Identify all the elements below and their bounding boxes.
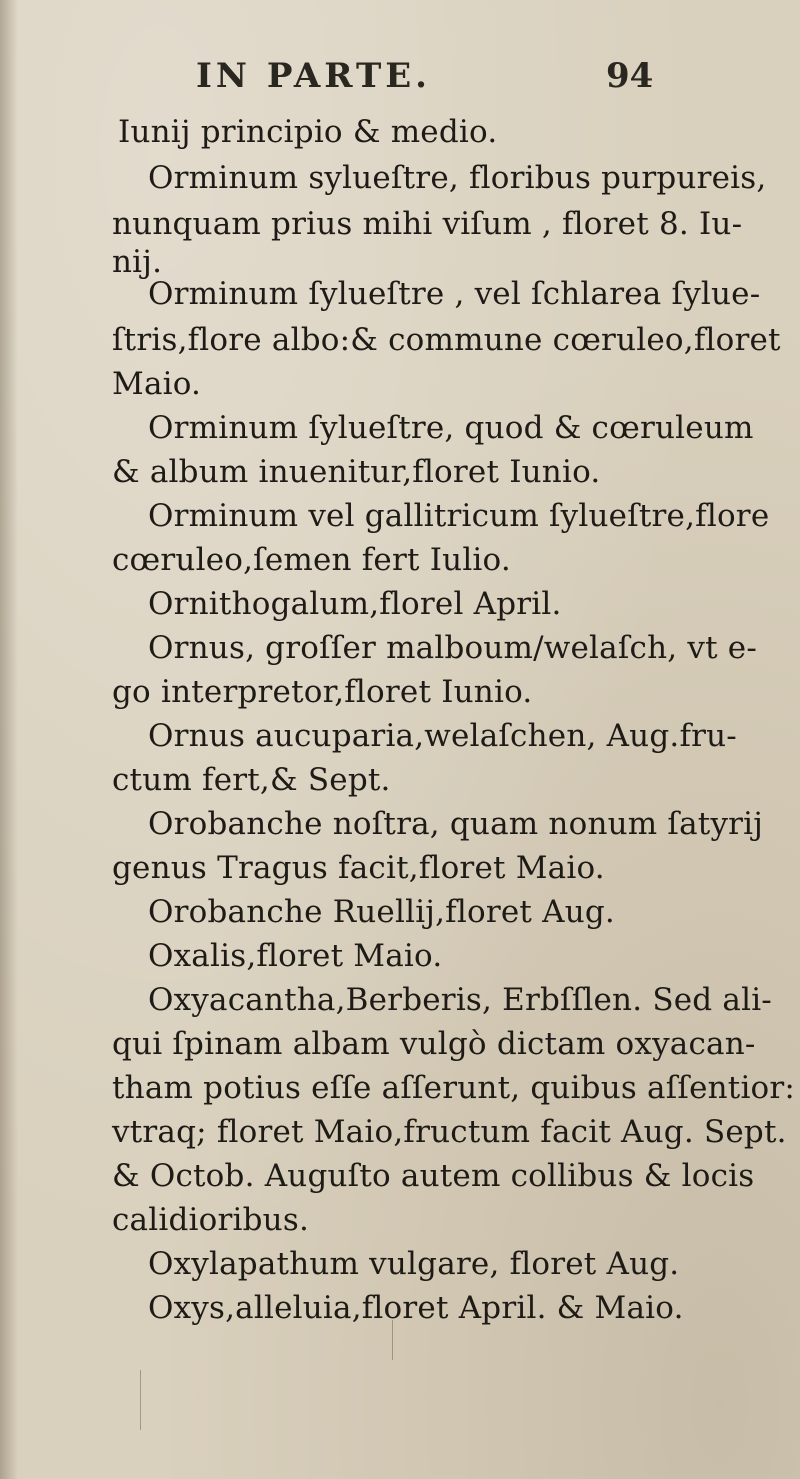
text-line: qui ſpinam albam vulgò dictam oxyacan- — [112, 1026, 756, 1062]
text-line: Orminum ſylueſtre, quod & cœruleum — [148, 410, 754, 446]
text-line: Oxys,alleluia,floret April. & Maio. — [148, 1290, 684, 1326]
ink-stroke-mark — [140, 1370, 141, 1430]
text-line: Ornus, groſſer malboum/welaſch, vt e- — [148, 630, 758, 666]
text-line: vtraq; floret Maio,fructum facit Aug. Sept. — [112, 1114, 787, 1150]
text-line: Ornus aucuparia,welaſchen, Aug.fru- — [148, 718, 737, 754]
text-line: genus Tragus facit,floret Maio. — [112, 850, 605, 886]
text-line: Orminum ſylueſtre , vel ſchlarea ſylue- — [148, 276, 761, 312]
text-line: Orminum sylueſtre, floribus purpureis, — [148, 160, 767, 196]
page-header — [0, 56, 800, 106]
text-line: Orobanche noſtra, quam nonum ſatyrij — [148, 806, 764, 842]
text-line: nunquam prius mihi viſum , floret 8. Iu- — [112, 206, 743, 242]
text-line: tham potius eſſe aſſerunt, quibus aſſentior: — [112, 1070, 796, 1106]
text-line: Oxylapathum vulgare, floret Aug. — [148, 1246, 680, 1282]
text-line: go interpretor,floret Iunio. — [112, 674, 533, 710]
text-line: ctum fert,& Sept. — [112, 762, 391, 798]
text-line: cœruleo,ſemen fert Iulio. — [112, 542, 511, 578]
text-line: calidioribus. — [112, 1202, 310, 1238]
text-line: Ornithogalum,florel April. — [148, 586, 562, 622]
text-line: & album inuenitur,floret Iunio. — [112, 454, 601, 490]
text-line: & Octob. Auguſto autem collibus & locis — [112, 1158, 755, 1194]
text-line: Oxalis,floret Maio. — [148, 938, 443, 974]
text-line: Oxyacantha,Berberis, Erbſſlen. Sed ali- — [148, 982, 772, 1018]
page-gutter-shadow — [0, 0, 18, 1479]
text-line: ſtris,flore albo:& commune cœruleo,floret — [112, 322, 781, 358]
text-line: Orobanche Ruellij,floret Aug. — [148, 894, 615, 930]
ink-stroke-mark — [392, 1320, 393, 1360]
page-number: 94 — [606, 56, 654, 96]
text-line: nij. — [112, 244, 163, 280]
running-head: IN PARTE. — [196, 56, 432, 96]
text-line: Maio. — [112, 366, 202, 402]
text-line: Iunij principio & medio. — [118, 114, 498, 150]
text-line: Orminum vel gallitricum ſylueſtre,flore — [148, 498, 770, 534]
